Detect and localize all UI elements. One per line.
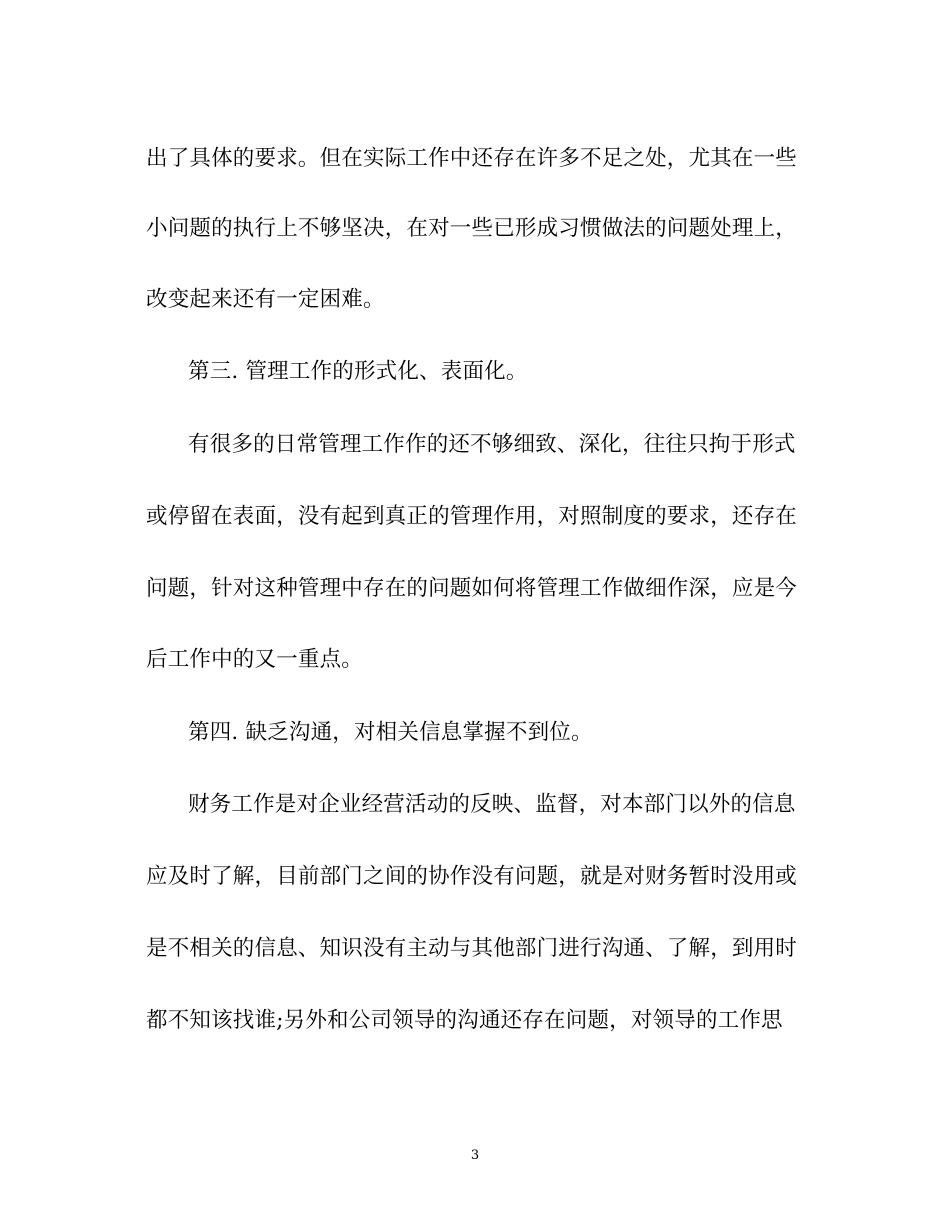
page-number: 3 [470,1148,480,1163]
text-line: 是不相关的信息、知识没有主动与其他部门进行沟通、了解，到用时 [146,936,798,961]
text-line: 问题，针对这种管理中存在的问题如何将管理工作做细作深，应是今 [146,576,798,601]
text-line: 有很多的日常管理工作作的还不够细致、深化，往往只拘于形式 [188,432,796,457]
text-line: 都不知该找谁;另外和公司领导的沟通还存在问题，对领导的工作思 [146,1008,783,1033]
text-line: 或停留在表面，没有起到真正的管理作用，对照制度的要求，还存在 [146,504,798,529]
text-line: 后工作中的又一重点。 [146,647,364,672]
text-line: 财务工作是对企业经营活动的反映、监督，对本部门以外的信息 [188,792,796,817]
text-line: 改变起来还有一定困难。 [146,287,385,312]
text-line: 应及时了解，目前部门之间的协作没有问题，就是对财务暂时没用或 [146,864,798,889]
text-line: 出了具体的要求。但在实际工作中还存在许多不足之处，尤其在一些 [146,146,798,171]
section-heading: 第四. 缺乏沟通，对相关信息掌握不到位。 [188,720,593,745]
section-heading: 第三. 管理工作的形式化、表面化。 [188,359,528,384]
text-line: 小问题的执行上不够坚决，在对一些已形成习惯做法的问题处理上， [146,216,798,241]
